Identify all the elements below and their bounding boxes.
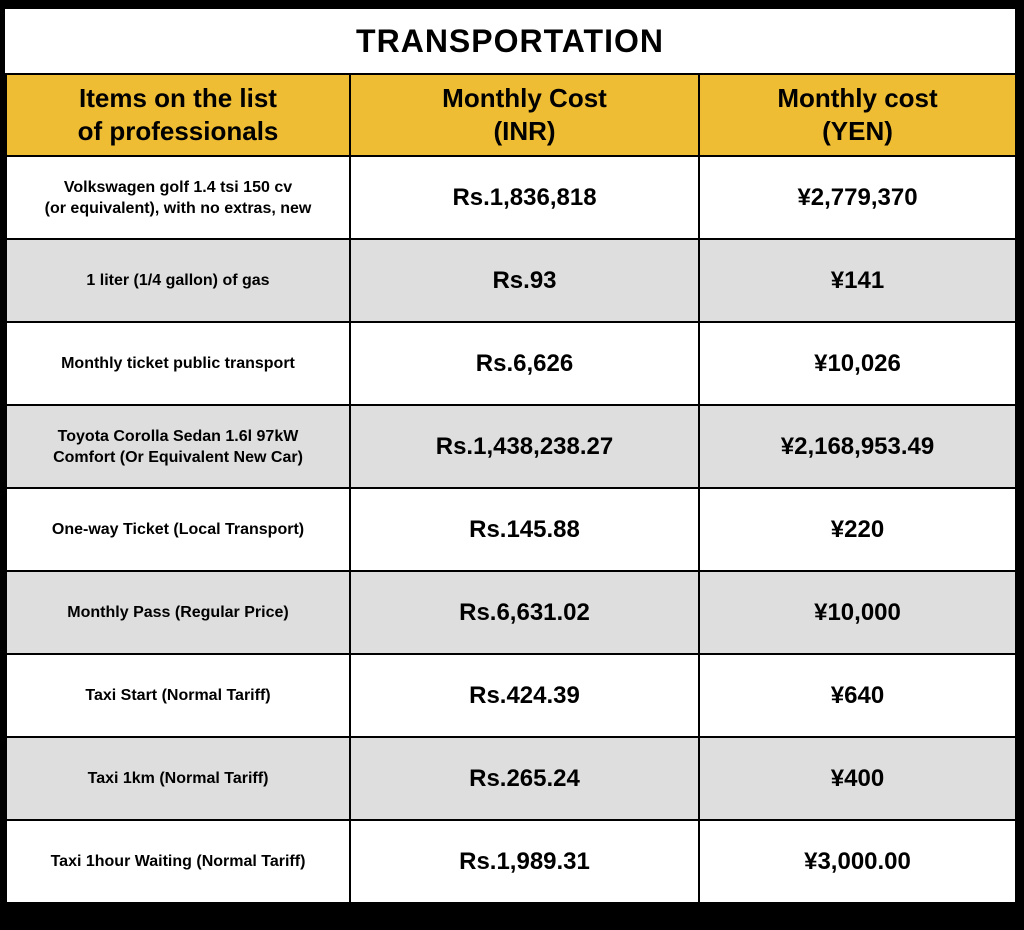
inr-cell: Rs.145.88 [350, 488, 699, 571]
yen-cell: ¥640 [699, 654, 1016, 737]
table-row [6, 239, 1016, 322]
item-line1: Taxi 1km (Normal Tariff) [87, 770, 269, 787]
item-cell [6, 737, 350, 820]
table-title: TRANSPORTATION [356, 22, 664, 59]
cost-table [5, 73, 1017, 904]
table-row [6, 737, 1016, 820]
table-row [6, 820, 1016, 903]
inr-cell: Rs.1,438,238.27 [350, 405, 699, 488]
inr-cell: Rs.424.39 [350, 654, 699, 737]
item-cell [6, 571, 350, 654]
inr-cell: Rs.265.24 [350, 737, 699, 820]
table-row [6, 156, 1016, 239]
item-cell [6, 405, 350, 488]
header-row [6, 74, 1016, 156]
inr-cell: Rs.6,631.02 [350, 571, 699, 654]
header-yen-line2: (YEN) [822, 116, 893, 146]
item-cell [6, 322, 350, 405]
item-cell [6, 239, 350, 322]
yen-cell: ¥141 [699, 239, 1016, 322]
header-items-line1: Items on the list [79, 83, 277, 113]
item-line2: Comfort (Or Equivalent New Car) [53, 448, 303, 466]
header-yen [699, 74, 1016, 156]
yen-cell: ¥3,000.00 [699, 820, 1016, 903]
item-line1: Taxi Start (Normal Tariff) [85, 687, 271, 704]
header-inr-line2: (INR) [493, 116, 556, 146]
item-line1: Toyota Corolla Sedan 1.6l 97kW [57, 427, 299, 445]
table-header [6, 74, 1016, 156]
header-inr [350, 74, 699, 156]
item-line1: 1 liter (1/4 gallon) of gas [86, 272, 270, 289]
header-inr-line1: Monthly Cost [442, 83, 607, 113]
item-line1: One-way Ticket (Local Transport) [51, 521, 305, 538]
table-row [6, 488, 1016, 571]
yen-cell: ¥10,000 [699, 571, 1016, 654]
inr-cell: Rs.6,626 [350, 322, 699, 405]
item-line1: Taxi 1hour Waiting (Normal Tariff) [50, 853, 306, 870]
item-cell [6, 654, 350, 737]
item-line2: (or equivalent), with no extras, new [44, 199, 312, 217]
yen-cell: ¥10,026 [699, 322, 1016, 405]
table-row [6, 405, 1016, 488]
header-items-line2: of professionals [77, 116, 279, 146]
table-row [6, 654, 1016, 737]
table-body [6, 156, 1016, 903]
item-cell [6, 820, 350, 903]
transportation-table-frame [5, 9, 1015, 926]
yen-cell: ¥2,168,953.49 [699, 405, 1016, 488]
table-row [6, 571, 1016, 654]
item-cell [6, 488, 350, 571]
item-line1: Monthly Pass (Regular Price) [67, 604, 289, 621]
yen-cell: ¥220 [699, 488, 1016, 571]
table-row [6, 322, 1016, 405]
item-line1: Volkswagen golf 1.4 tsi 150 cv [63, 178, 293, 196]
inr-cell: Rs.1,836,818 [350, 156, 699, 239]
header-yen-line1: Monthly cost [777, 83, 938, 113]
item-line1: Monthly ticket public transport [61, 355, 295, 372]
inr-cell: Rs.1,989.31 [350, 820, 699, 903]
yen-cell: ¥400 [699, 737, 1016, 820]
header-items [6, 74, 350, 156]
inr-cell: Rs.93 [350, 239, 699, 322]
yen-cell: ¥2,779,370 [699, 156, 1016, 239]
title-bar [5, 9, 1015, 73]
item-cell [6, 156, 350, 239]
